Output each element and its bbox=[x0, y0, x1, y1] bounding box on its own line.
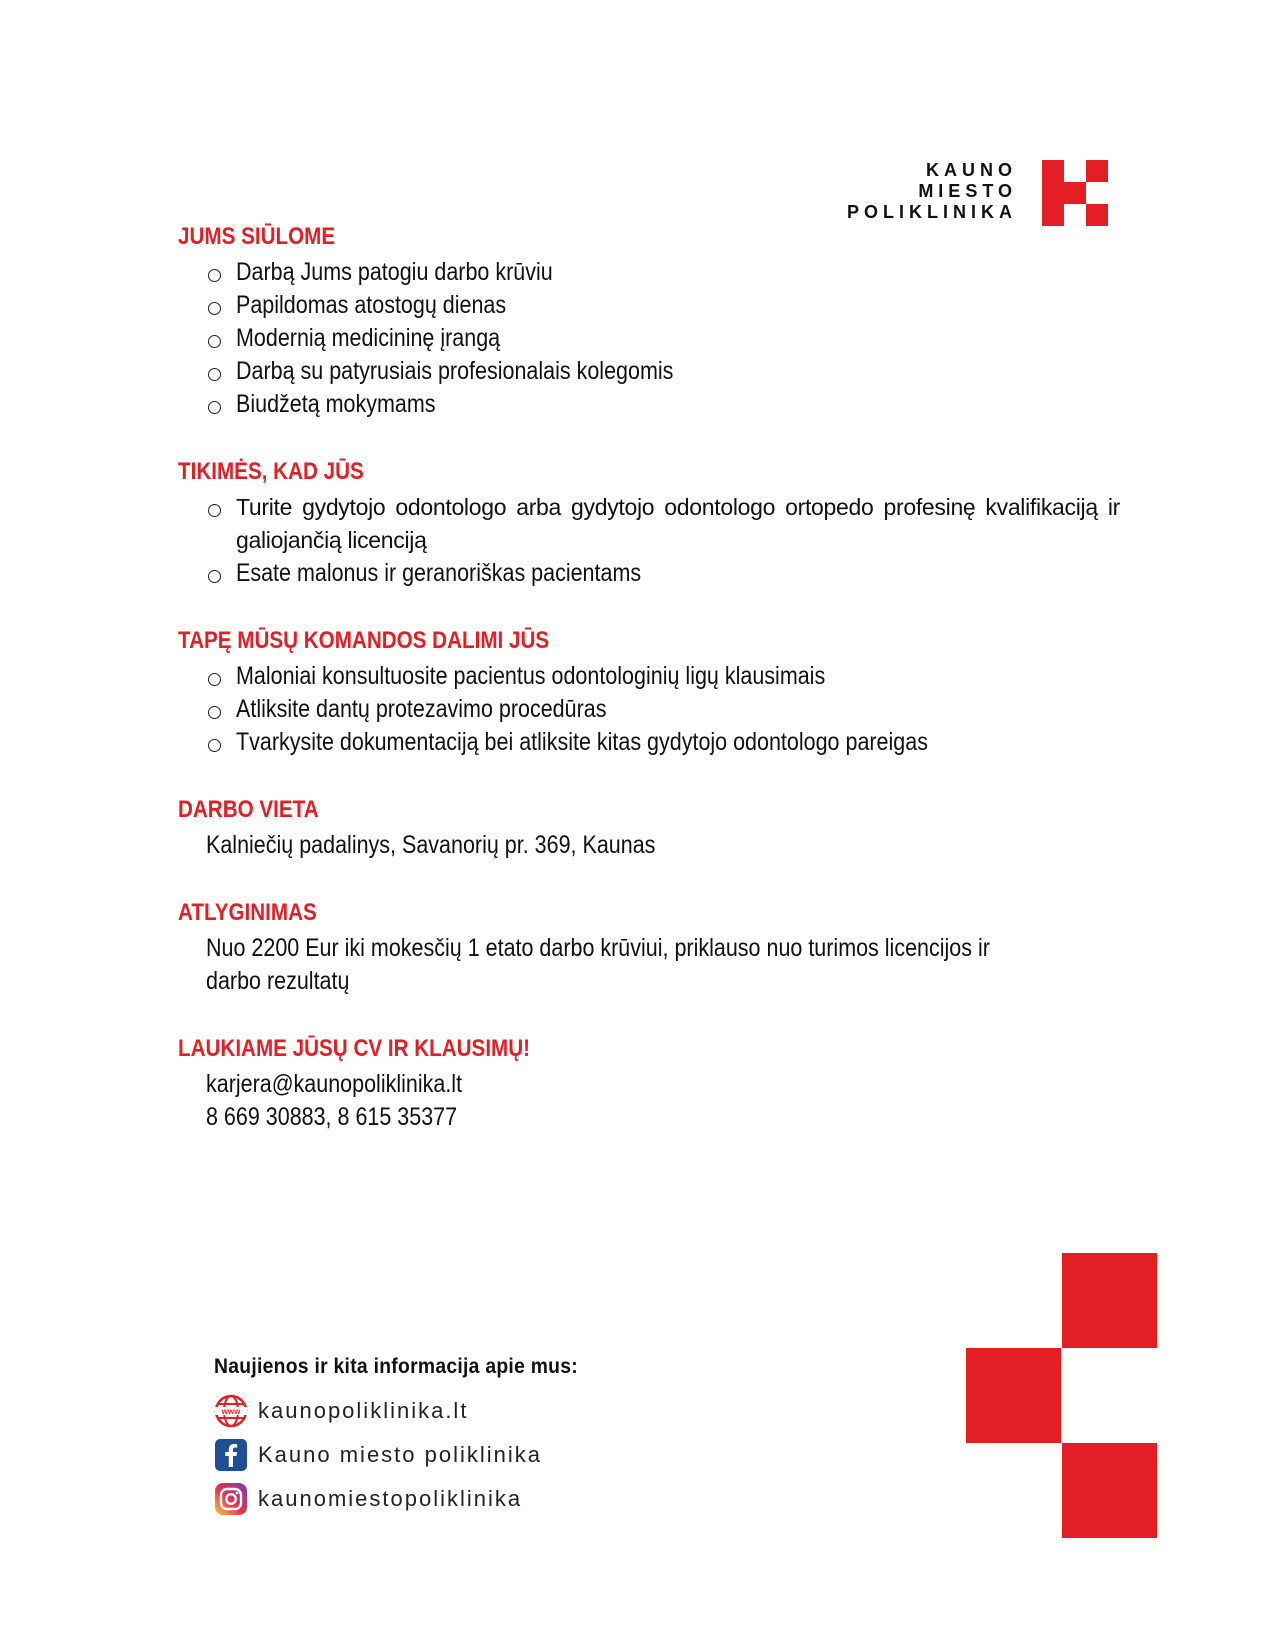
logo-k-mark-icon bbox=[1042, 160, 1108, 226]
list-item-text: Tvarkysite dokumentaciją bei atliksite kitas gydytojo odontologo pareigas bbox=[236, 728, 928, 756]
footer-link-text: kaunopoliklinika.lt bbox=[258, 1398, 469, 1423]
logo-line: POLIKLINIKA bbox=[847, 202, 1017, 222]
salary-text-line: darbo rezultatų bbox=[206, 967, 350, 995]
instagram-link[interactable] bbox=[214, 1481, 634, 1517]
brand-logo bbox=[847, 160, 1105, 226]
section-expectations bbox=[178, 457, 1120, 590]
section-offer bbox=[178, 222, 1113, 421]
list-item bbox=[206, 491, 1120, 557]
list-item bbox=[206, 256, 1113, 289]
list-item-text: Darbą Jums patogiu darbo krūviu bbox=[236, 258, 553, 286]
facebook-link[interactable] bbox=[214, 1437, 634, 1473]
decorative-red-blocks bbox=[966, 1253, 1158, 1538]
section-body bbox=[178, 829, 1113, 862]
section-heading: LAUKIAME JŪSŲ CV IR KLAUSIMŲ! bbox=[178, 1035, 531, 1062]
list-item bbox=[206, 726, 1113, 759]
facebook-icon bbox=[214, 1438, 248, 1472]
www-globe-icon bbox=[214, 1394, 248, 1428]
section-heading: TIKIMĖS, KAD JŪS bbox=[178, 458, 364, 485]
footer-title: Naujienos ir kita informacija apie mus: bbox=[214, 1355, 579, 1378]
list-item bbox=[206, 660, 1113, 693]
svg-text:www: www bbox=[221, 1407, 241, 1416]
footer-link-text: Kauno miesto poliklinika bbox=[258, 1442, 543, 1467]
section-heading: ATLYGINIMAS bbox=[178, 899, 317, 926]
list-item-text: Esate malonus ir geranoriškas pacientams bbox=[236, 559, 642, 587]
logo-line: MIESTO bbox=[918, 181, 1017, 201]
logo-line: KAUNO bbox=[926, 160, 1017, 180]
list-item bbox=[206, 289, 1113, 322]
list-item bbox=[206, 557, 1113, 590]
instagram-icon bbox=[214, 1482, 248, 1516]
salary-text-line: Nuo 2200 Eur iki mokesčių 1 etato darbo krūviui, priklauso nuo turimos licencijos ir bbox=[206, 934, 990, 962]
list-item-text: Modernią medicininę įrangą bbox=[236, 324, 501, 352]
list-item bbox=[206, 355, 1113, 388]
list-item-text: Turite gydytojo odontologo arba gydytojo odontologo ortopedo profesinę kvalifikaciją ir galiojančią licenciją bbox=[236, 494, 1120, 553]
footer-link-text: kaunomiestopoliklinika bbox=[258, 1486, 523, 1511]
contact-email-link[interactable]: karjera@kaunopoliklinika.lt bbox=[206, 1070, 463, 1098]
section-duties bbox=[178, 626, 1113, 759]
bullet-list bbox=[178, 491, 1120, 590]
logo-wordmark bbox=[847, 160, 1017, 223]
section-heading: JUMS SIŪLOME bbox=[178, 223, 336, 250]
footer-social bbox=[214, 1355, 634, 1525]
section-heading: DARBO VIETA bbox=[178, 796, 319, 823]
section-contacts bbox=[178, 1034, 1113, 1134]
section-workplace bbox=[178, 795, 1113, 862]
bullet-list bbox=[178, 660, 1113, 759]
website-link[interactable] bbox=[214, 1393, 634, 1429]
section-salary bbox=[178, 898, 1113, 998]
contact-phones: 8 669 30883, 8 615 35377 bbox=[206, 1103, 458, 1131]
list-item-text: Maloniai konsultuosite pacientus odontologinių ligų klausimais bbox=[236, 662, 826, 690]
list-item bbox=[206, 693, 1113, 726]
section-heading: TAPĘ MŪSŲ KOMANDOS DALIMI JŪS bbox=[178, 627, 550, 654]
list-item bbox=[206, 322, 1113, 355]
job-ad-content bbox=[178, 222, 1120, 1170]
list-item bbox=[206, 388, 1113, 421]
section-body bbox=[178, 1068, 1113, 1134]
bullet-list bbox=[178, 256, 1113, 421]
workplace-address: Kalniečių padalinys, Savanorių pr. 369, Kaunas bbox=[206, 831, 656, 859]
section-body bbox=[178, 932, 1113, 998]
list-item-text: Biudžetą mokymams bbox=[236, 390, 436, 418]
list-item-text: Darbą su patyrusiais profesionalais kolegomis bbox=[236, 357, 674, 385]
list-item-text: Papildomas atostogų dienas bbox=[236, 291, 507, 319]
list-item-text: Atliksite dantų protezavimo procedūras bbox=[236, 695, 607, 723]
